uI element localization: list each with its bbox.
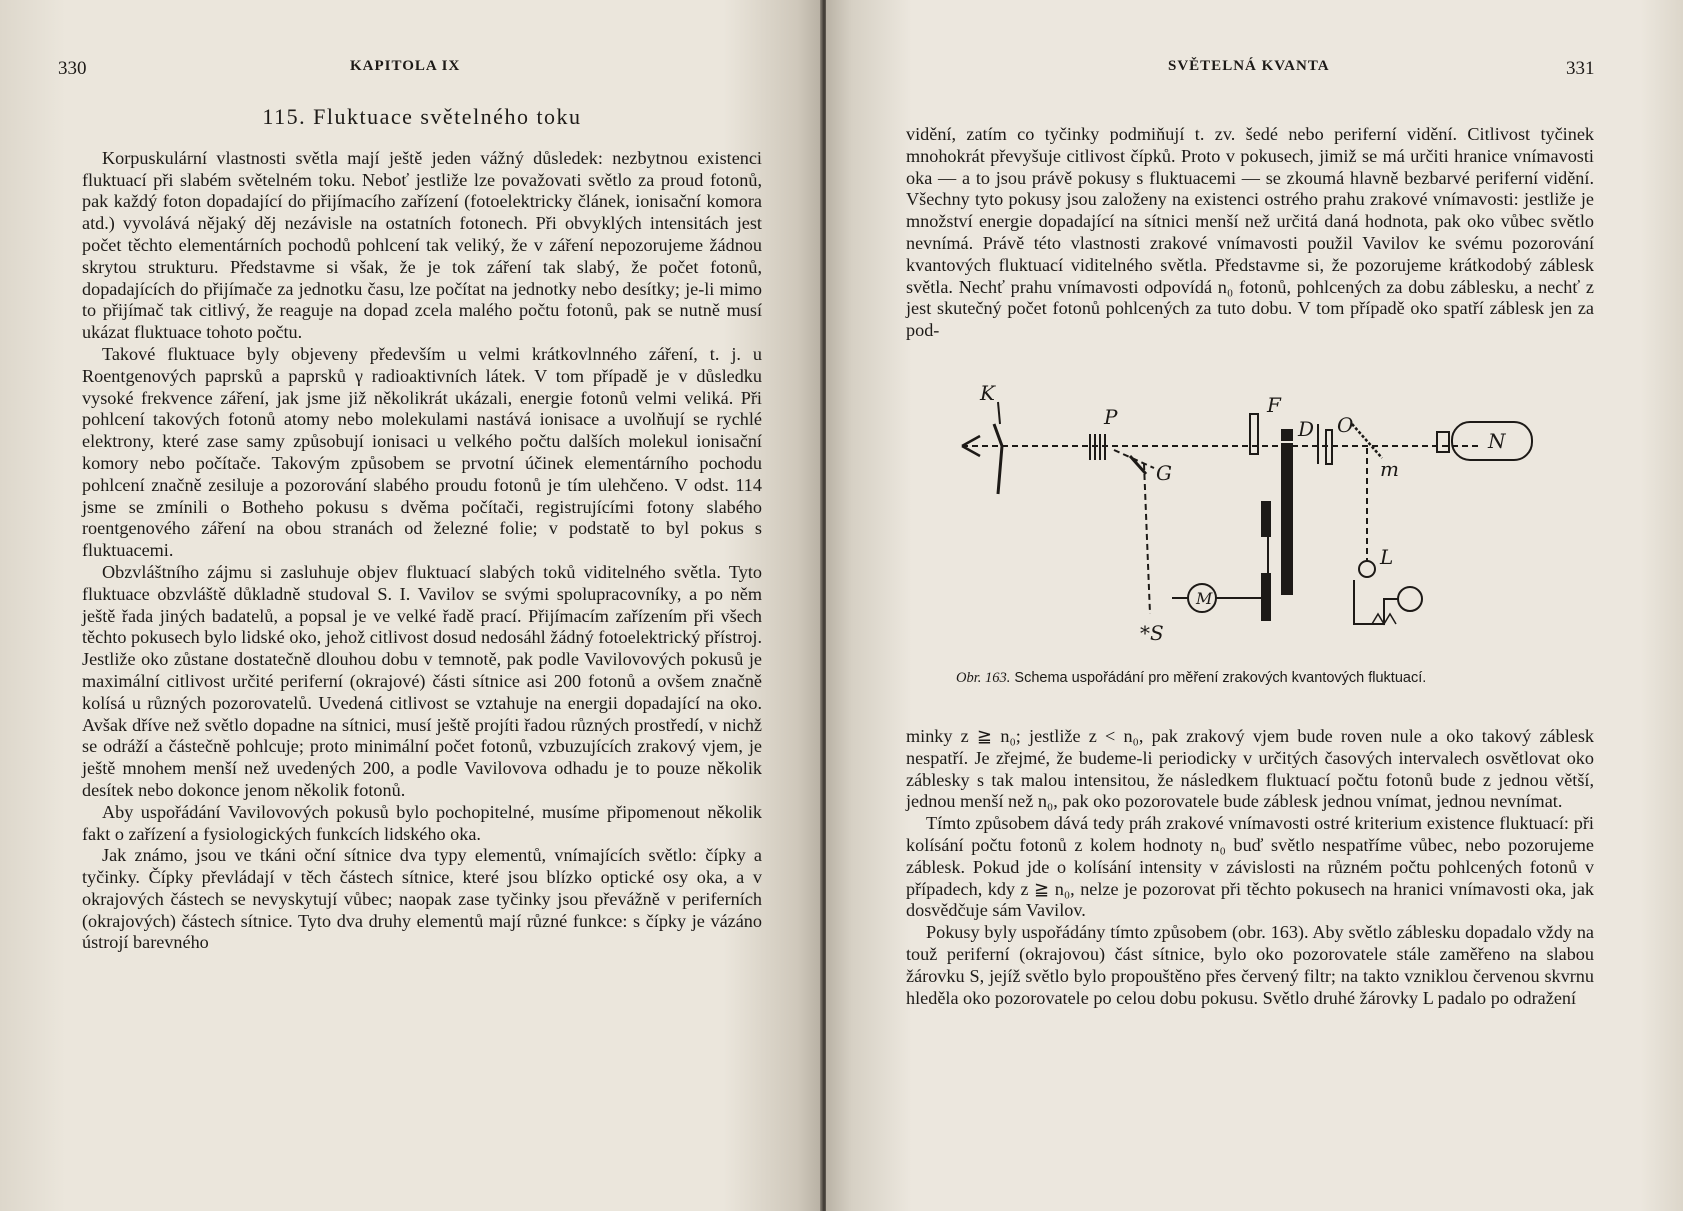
paragraph: Aby uspořádání Vavilovových pokusů bylo pochopitelné, musíme připomenout několik fakt o zařízení a fysiologických funkcích lidského oka. (82, 801, 762, 844)
paragraph: Tímto způsobem dává tedy práh zrakové vnímavosti ostré kriterium existence fluktuací: při kolísání počtu fotonů z kolem hodnoty n₀ buď světlo nespatříme vůbec, nebo pozorujeme záblesk. Pokud jde o kolísání intensity v závislosti na různém počtu pohlcených fotonů v případech, kdy z ≧ n₀, nelze je pozorovat při těchto pokusech na hranici vnímavosti oka, jak dosvědčuje sám Vavilov. (906, 813, 1594, 921)
label-motor: M (1196, 589, 1213, 608)
paragraph: Obzvláštního zájmu si zasluhuje objev fluktuací slabých toků viditelného světla. Tyto fluktuace obzvláště důkladně studoval S. I. Vavilov se svými spolupracovníky, a po něm ještě řada jiných badatelů, a popsal je ve velké řadě prací. Přijímacím zařízením při všech těchto pokusech bylo lidské oko, jehož citlivost dosud nedosáhl žádný fotoelektrický přístroj. Jestliže oko zůstane dostatečně dlouhou dobu v temnotě, pak podle Vavilovových pokusů je maximální citlivost určité periferní (okrajové) části sítnice asi 200 fotonů a ovšem značně kolísá u různých pozorovatelů. Uvedená citlivost se vztahuje na energii dopadající na oko. Avšak dříve než světlo dopadne na sítnici, musí ještě projíti řadou různých prostředí, v nichž se odráží a částečně pohlcuje; proto minimální počet fotonů, vzbuzujících zrakový vjem, je ještě mnohem menší než uvedených 200, a podle Vavilovova odhadu je to pouze několik desítek nebo dokonce jenom několik fotonů. (82, 561, 762, 800)
paragraph: Takové fluktuace byly objeveny především u velmi krátkovlnného záření, t. j. u Roentgenových paprsků a paprsků γ radioaktivních látek. V tom případě je v důsledku vysoké frekvence záření, jak jsme již několikrát ukázali, energie fotonů velmi veliká. Při pohlcení takových fotonů atomy nebo molekulami nastává ionisace a uvolňují se rychlé elektrony, které zase samy způsobují ionisaci u velkého počtu dalších molekul ionisační komory nebo počítače. Takovým způsobem se prvotní účinek elementárního pochodu pohlcení značně zesiluje a pozorování slabého proudu fotonů je tím ulehčeno. V odst. 114 jsme se zmínili o Botheho pokusu s dvěma počítači, registrujícími fotony slabého roentgenového záření na obou stranách od železné folie; v podstatě to byl pokus s fluktuacemi. (82, 343, 762, 561)
left-text-block (82, 106, 762, 954)
page-number: 330 (58, 58, 87, 79)
figure-163-schematic (922, 384, 1642, 684)
label-d: D (1298, 417, 1315, 441)
running-head: KAPITOLA IX (350, 58, 461, 74)
label-s: *S (1140, 621, 1164, 645)
label-o: O (1337, 413, 1354, 437)
page-number: 331 (1566, 58, 1595, 79)
label-n: N (1488, 429, 1506, 453)
section-title: 115. Fluktuace světelného toku (262, 104, 582, 129)
paragraph: Jak známo, jsou ve tkáni oční sítnice dva typy elementů, vnímajících světlo: čípky a tyčinky. Čípky převládají v těch částech sítnice, které jsou blízko optické osy oka, a v okrajových částech se nevyskytují vůbec; naopak zase tyčinky jsou převážně v periferních (okrajových) částech sítnice. Tyto dva druhy elementů mají různé funkce: s čípky je vázáno ústrojí barevného (82, 845, 762, 953)
right-text-bottom (906, 726, 1594, 1009)
figure-caption (956, 670, 1656, 687)
caption-text: Schema uspořádání pro měření zrakových kvantových fluktuací. (1014, 670, 1427, 686)
filter-f (1250, 414, 1258, 454)
right-page (826, 0, 1683, 1211)
paragraph: Korpuskulární vlastnosti světla mají ještě jeden vážný důsledek: nezbytnou existenci fluktuací při slabém světelném toku. Neboť jestliže lze považovati světlo za proud fotonů, pak každý foton dopadající do přijímacího zařízení (fotoelektricky článek, ionisační komora atd.) vyvolává nějaký děj nezávisle na ostatních fotonech. Při obvyklých intensitách jest počet těchto elementárních pochodů pohlcení tak veliký, že v záření nepozorujeme žádnou skrytou strukturu. Představme si však, že je tok záření tak slabý, že počet fotonů, dopadajících do přijímače za jednotku času, lze počítat na jednotky nebo desítky; je-li mimo to přijímač tak citlivý, že reaguje na dopad zcela malého počtu fotonů, pak se nutně musí ukázat fluktuace tohoto počtu. (82, 147, 762, 343)
paragraph: Pokusy byly uspořádány tímto způsobem (obr. 163). Aby světlo záblesku dopadalo vždy na touž periferní (okrajovou) část sítnice, bylo oko pozorovatele stále zaměřeno na slabou žárovku S, jejíž světlo bylo propouštěno přes červený filtr; na takto vzniklou červenou skvrnu hleděla oko pozorovatele po celou dobu pokusu. Světlo druhé žárovky L padalo po odražení (906, 922, 1594, 1008)
label-f: F (1267, 393, 1281, 417)
label-p: P (1104, 405, 1118, 429)
running-head: SVĚTELNÁ KVANTA (1168, 58, 1330, 74)
label-m-mirror: m (1380, 457, 1399, 481)
shutter-d (1282, 430, 1292, 440)
caption-prefix: Obr. 163. (956, 670, 1011, 686)
right-text-top (906, 124, 1594, 342)
wedge-k (994, 424, 1002, 494)
label-g: G (1156, 461, 1172, 485)
paragraph: minky z ≧ n₀; jestliže z < n₀, pak zrakový vjem bude roven nule a oko takový záblesk nespatří. Je zřejmé, že budeme-li periodicky v určitých časových intervalech osvětlovat oko záblesky s tak malou intensitou, že následkem fluktuací počtu fotonů bude z jednou větší, jednou menší než n₀, pak oko pozorovatele bude záblesk jednou vnímat, jednou nevnímat. (906, 726, 1594, 812)
left-page (0, 0, 822, 1211)
label-l: L (1380, 545, 1394, 569)
label-k: K (980, 384, 995, 405)
lamp-l (1359, 561, 1375, 577)
paragraph: vidění, zatím co tyčinky podmiňují t. zv. šedé nebo periferní vidění. Citlivost tyčinek mnohokrát převyšuje citlivost čípků. Proto v pokusech, jimiž se má určiti hranice vnímavosti oka — a to jsou právě pokusy s fluktuacemi — se zkoumá hlavně bezbarvé periferní vidění. Všechny tyto pokusy jsou založeny na existenci ostrého prahu zrakové vnímavosti: jestliže je množství energie dopadající na sítnici menší než určitá daná hodnota, pak oko vůbec světlo nevnímá. Právě této vlastnosti zrakové vnímavosti použil Vavilov ke svému pozorování kvantových fluktuací viditelného světla. Představme si, že pozorujeme krátkodobý záblesk světla. Nechť prahu vnímavosti odpovídá n₀ fotonů, pohlcených za dobu záblesku, a nechť z jest skutečný počet fotonů pohlcených za tuto dobu. V tom případě oko spatří záblesk jen za pod- (906, 124, 1594, 341)
